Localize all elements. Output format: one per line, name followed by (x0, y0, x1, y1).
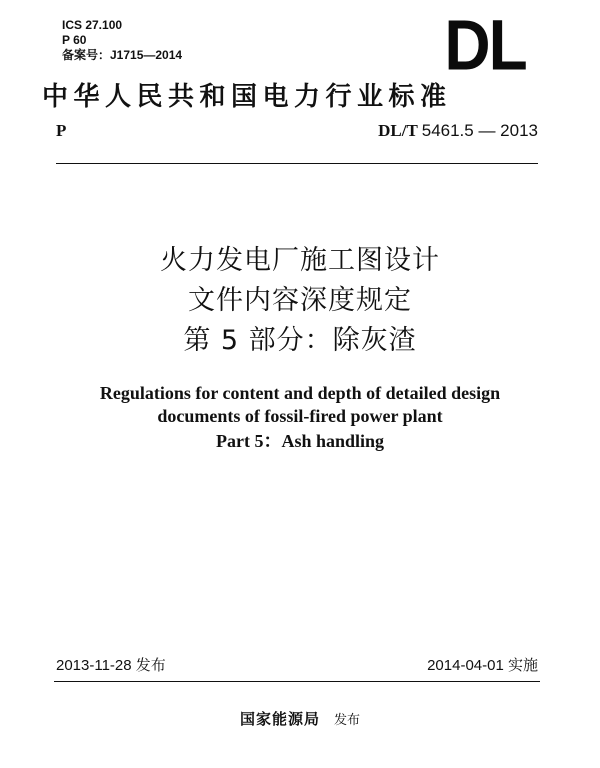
title-cn-line-3: 第 5 部分：除灰渣 (183, 325, 417, 356)
classification-letter: P (56, 121, 67, 140)
title-cn-line-1: 火力发电厂施工图设计 (160, 245, 440, 276)
bottom-divider (54, 681, 540, 682)
issue-date: 2013-11-28 发布 (56, 657, 166, 674)
standard-number (378, 121, 538, 141)
standard-number-prefix: DL/T (378, 121, 418, 140)
title-en-line-3: Part 5：Ash handling (215, 431, 385, 451)
standard-category-title: 中华人民共和国电力行业标准 (42, 82, 452, 112)
dl-logo (436, 4, 534, 86)
publisher-action: 发布 (334, 713, 361, 728)
title-en-line-2: documents of fossil-fired power plant (157, 406, 443, 426)
ccs-code: P 60 (62, 33, 87, 47)
top-divider (56, 163, 538, 164)
standard-number-value: 5461.5 — 2013 (421, 121, 538, 140)
effective-date: 2014-04-01 实施 (427, 657, 538, 674)
publisher-name: 国家能源局 (239, 710, 320, 728)
ics-code: ICS 27.100 (62, 18, 123, 32)
record-number: 备案号：J1715—2014 (62, 48, 183, 62)
title-cn-line-2: 文件内容深度规定 (188, 285, 412, 316)
dl-logo-text: DL (444, 4, 526, 86)
publisher-line (0, 710, 600, 730)
title-en-line-1: Regulations for content and depth of detailed design (99, 383, 501, 403)
